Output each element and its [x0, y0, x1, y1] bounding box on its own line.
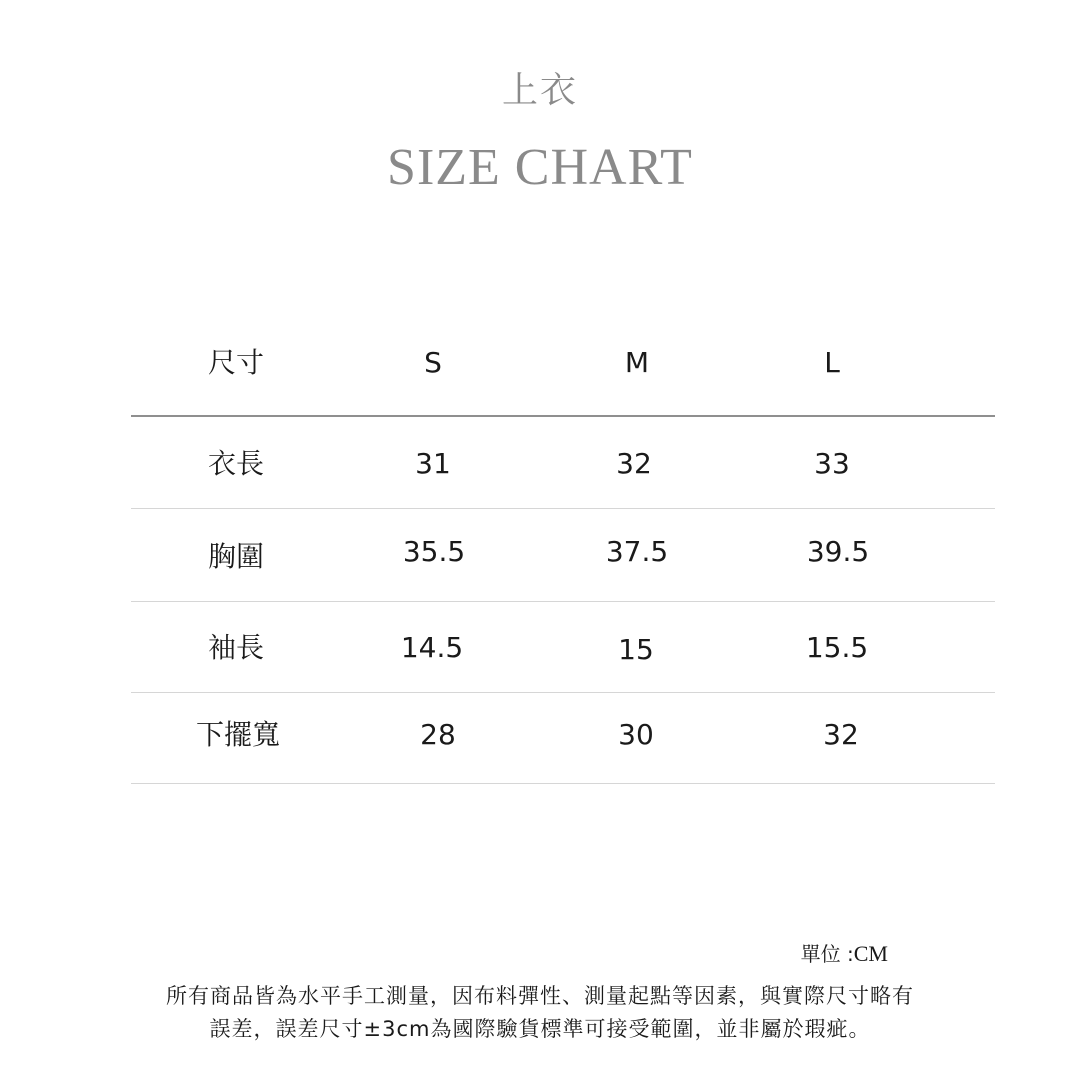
row-label: 胸圍 [207, 540, 264, 573]
column-header-s: S [424, 346, 442, 379]
column-header-size: 尺寸 [207, 346, 264, 379]
table-cell: 14.5 [400, 631, 464, 664]
unit-value: CM [853, 941, 888, 966]
table-cell: 37.5 [605, 535, 669, 568]
subtitle: 上衣 [501, 70, 578, 111]
table-cell: 31 [415, 447, 451, 480]
unit-label-text: 單位 : [800, 942, 854, 966]
table-row [0, 623, 1080, 673]
measurement-note: 所有商品皆為水平手工測量，因布料彈性、測量起點等因素，與實際尺寸略有誤差，誤差尺寸±3cm為國際驗貨標準可接受範圍，並非屬於瑕疵。 [166, 984, 914, 1041]
table-bottom-divider [131, 783, 995, 784]
table-cell: 32 [823, 718, 859, 751]
unit-label [801, 938, 888, 967]
table-row [0, 439, 1080, 489]
table-cell: 28 [420, 718, 456, 751]
table-cell: 32 [616, 447, 652, 480]
row-divider [131, 508, 995, 509]
row-label: 衣長 [207, 447, 264, 480]
table-row [0, 527, 1080, 577]
table-cell: 15 [618, 633, 654, 666]
row-label: 下擺寬 [195, 718, 280, 751]
row-divider [131, 692, 995, 693]
page-title: SIZE CHART [387, 139, 693, 196]
table-row [0, 710, 1080, 760]
table-header-row [0, 338, 1080, 388]
row-divider [131, 601, 995, 602]
table-cell: 35.5 [402, 535, 466, 568]
table-cell: 33 [814, 447, 850, 480]
row-label: 袖長 [207, 631, 264, 664]
table-cell: 15.5 [805, 631, 869, 664]
column-header-m: M [624, 346, 650, 379]
header-divider [131, 415, 995, 417]
table-cell: 30 [618, 718, 654, 751]
table-cell: 39.5 [806, 535, 870, 568]
column-header-l: L [824, 346, 840, 379]
